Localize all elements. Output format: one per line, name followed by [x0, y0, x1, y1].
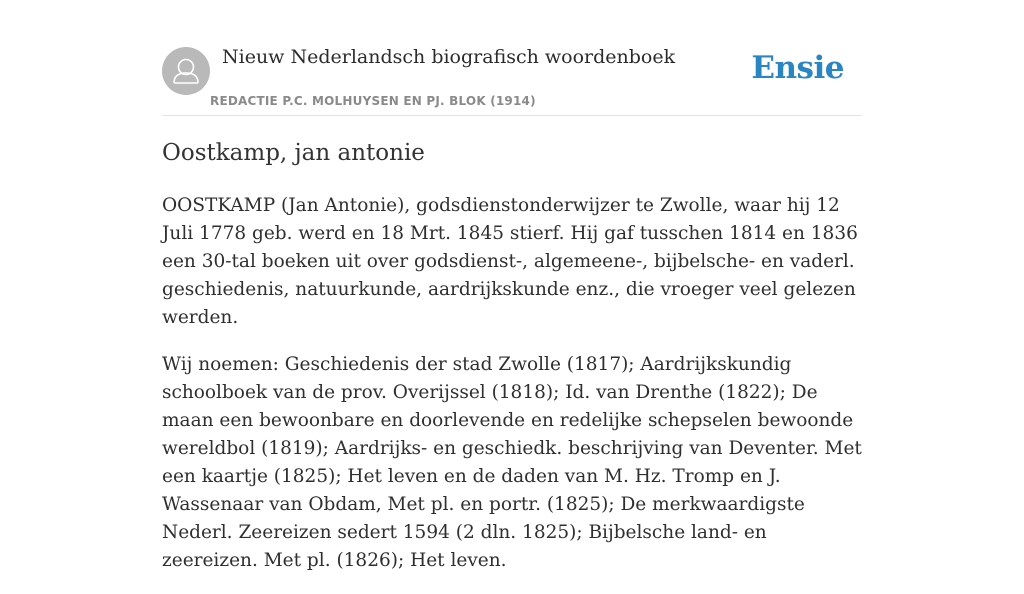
entry-paragraph: Wij noemen: Geschiedenis der stad Zwolle (1817); Aardrijkskundig schoolboek van de prov. Overijssel (1818); Id. van Drenthe (1822); De maan een bewoonbare en doorlevende en redelijke schepselen bewoonde wereldbol (1819); Aardrijks- en geschiedk. beschrijving van Deventer. Met een kaartje (1825); Het leven en de daden van M. Hz. Tromp en J. Wassenaar van Obdam, Met pl. en portr. (1825); De merkwaardigste Nederl. Zeereizen sedert 1594 (2 dln. 1825); Bijbelsche land- en zeereizen. Met pl. (1826); Het leven. — [162, 354, 862, 571]
article-page — [162, 0, 862, 571]
source-title[interactable]: Nieuw Nederlandsch biografisch woordenboek — [222, 46, 676, 68]
entry-paragraph: OOSTKAMP (Jan Antonie), godsdienstonderwijzer te Zwolle, waar hij 12 Juli 1778 geb. werd en 18 Mrt. 1845 stierf. Hij gaf tusschen 1814 en 1836 een 30-tal boeken uit over godsdienst-, algemeene-, bijbelsche- en vaderl. geschiedenis, natuurkunde, aardrijkskunde enz., die vroeger veel gelezen werden. — [162, 195, 858, 328]
source-avatar[interactable] — [162, 47, 210, 95]
entry-title: Oostkamp, jan antonie — [162, 140, 425, 166]
entry-body — [162, 192, 862, 594]
ensie-logo[interactable]: Ensie — [751, 50, 844, 86]
source-editors: REDACTIE P.C. MOLHUYSEN EN PJ. BLOK (1914) — [210, 94, 536, 108]
user-icon — [162, 47, 210, 95]
source-header — [162, 0, 862, 116]
